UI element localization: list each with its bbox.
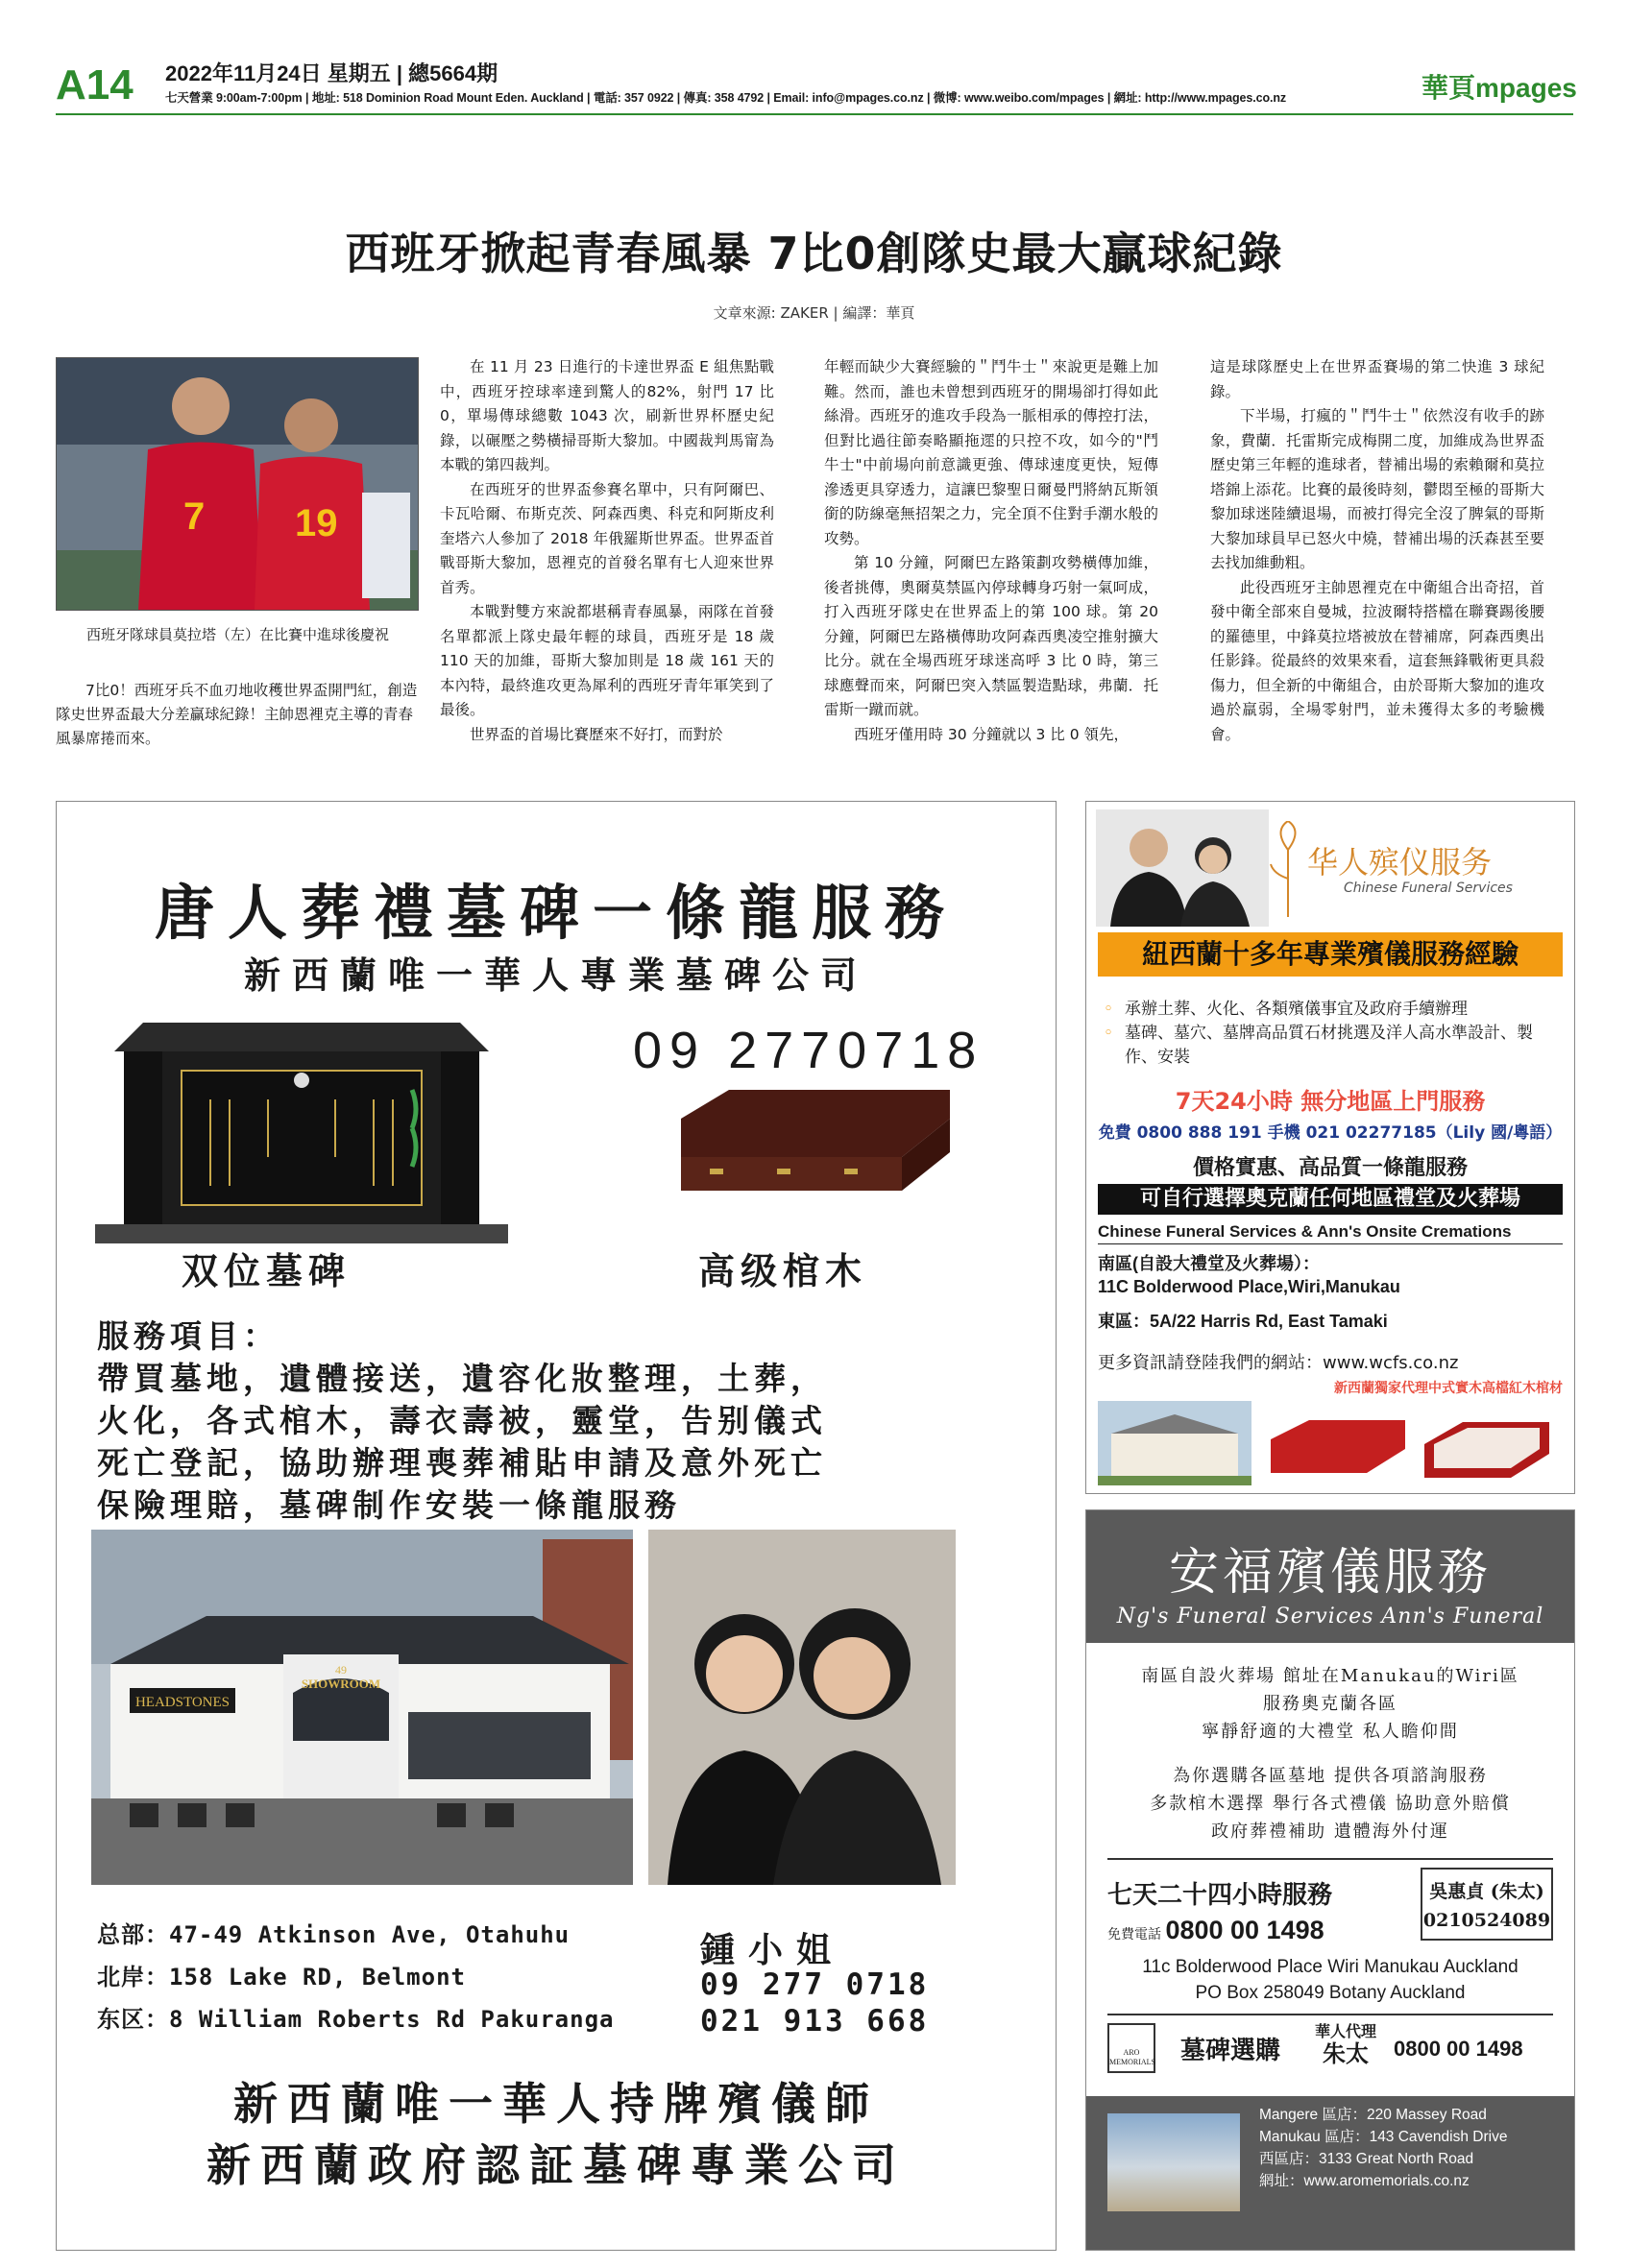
paragraph: 年輕而缺少大賽經驗的＂鬥牛士＂來說更是難上加難。然而，誰也未曾想到西班牙的開場卻打得如此絲滑。西班牙的進攻手段為一脈相承的傳控打法，但對比過往節奏略顯拖遝的只控不攻，如今的"鬥牛士"中前場向前意識更強、傳球速度更快，短傳滲透更具穿透力，這讓巴黎聖日爾曼門將納瓦斯領銜的防線毫無招架之力，完全頂不住對手潮水般的攻勢。 bbox=[824, 358, 1158, 547]
ad-phone: 09 2770718 bbox=[633, 1022, 984, 1079]
coffin-caption: 高级棺木 bbox=[698, 1249, 868, 1292]
afs-agent-name: 朱太 bbox=[1323, 2039, 1369, 2067]
afs-line: 服務奧克蘭各區 bbox=[1263, 1694, 1397, 1714]
divider bbox=[1107, 2014, 1553, 2015]
afs-contact-box bbox=[1421, 1868, 1553, 1941]
afs-address-2: PO Box 258049 Botany Auckland bbox=[1195, 1983, 1466, 2003]
afs-free-call bbox=[1107, 1916, 1324, 1945]
ad-title: 唐人葬禮墓碑一條龍服務 bbox=[154, 878, 958, 948]
paragraph: 此役西班牙主帥恩裡克在中衛組合出奇招，首發中衛全部來自曼城，拉波爾特搭檔在聯賽踢後腰的羅德里，中鋒莫拉塔被放在替補席，阿森西奧出任影鋒。從最終的效果來看，這套無鋒戰術更具殺傷力，但全新的中衛組合，由於哥斯大黎加的進攻過於羸弱，全場零射門，並未獲得太多的考驗機會。 bbox=[1210, 578, 1544, 743]
address-north: 北岸：158 Lake RD, Belmont bbox=[97, 1964, 466, 1991]
chinese-funeral-services-ad bbox=[1085, 801, 1575, 1494]
jersey-number-7: 7 bbox=[183, 495, 206, 538]
issue-date: 2022年11月24日 星期五 | 總5664期 bbox=[165, 61, 498, 85]
paragraph: 世界盃的首場比賽歷來不好打，而對於 bbox=[470, 725, 723, 743]
showroom-photo bbox=[91, 1530, 633, 1885]
afs-contact-name: 吳惠貞 (朱太) bbox=[1429, 1881, 1544, 1902]
contact-info: 七天營業 9:00am-7:00pm | 地址: 518 Dominion Road Mount Eden. Auckland | 電話: 357 0922 | 傳真: 358 4792 | Email: info@mpages.co.nz | 微博: www.weibo.com/mpages | 網址: http://www.mpages.co.nz bbox=[165, 91, 1287, 105]
afs-free-phone: 0800 00 1498 bbox=[1165, 1916, 1324, 1944]
bullet-icon: ◦ bbox=[1104, 1000, 1114, 1019]
cfs-south-label: 南區(自設大禮堂及火葬場）： bbox=[1098, 1254, 1320, 1273]
afs-headstone: 墓碑選購 bbox=[1180, 2037, 1281, 2065]
cfs-south-address: 11C Bolderwood Place,Wiri,Manukau bbox=[1098, 1277, 1400, 1296]
tang-funeral-ad bbox=[56, 801, 1057, 2251]
paragraph: 本戰對雙方來說都堪稱青春風暴，兩隊在首發名單都派上隊史最年輕的球員，西班牙是 18 歲 110 天的加維，哥斯大黎加則是 18 歲 161 天的本內特，最終進攻更為犀利的西班牙青年軍笑到了最後。 bbox=[440, 603, 774, 718]
cfs-name: 华人殡仪服务 bbox=[1307, 844, 1493, 881]
sign-headstones: HEADSTONES bbox=[134, 1695, 231, 1710]
jersey-number-19: 19 bbox=[295, 502, 338, 544]
double-headstone-image bbox=[95, 1023, 508, 1243]
divider bbox=[1098, 1243, 1563, 1244]
cfs-phone: 免費 0800 888 191 手機 021 02277185（Lily 國/粵語） bbox=[1098, 1123, 1563, 1143]
afs-line: 寧靜舒適的大禮堂 私人瞻仰間 bbox=[1202, 1722, 1459, 1742]
afs-line: 南區自設火葬場 館址在Manukau的Wiri區 bbox=[1141, 1666, 1519, 1686]
logo-en: mpages bbox=[1475, 73, 1577, 103]
ad-subtitle: 新西蘭唯一華人專業墓碑公司 bbox=[243, 953, 868, 997]
afs-agent-label: 華人代理 bbox=[1315, 2022, 1377, 2040]
contact-phone-2: 021 913 668 bbox=[700, 2004, 930, 2039]
branch-line: 網址：www.aromemorials.co.nz bbox=[1259, 2173, 1470, 2189]
afs-contact-phone: 0210524089 bbox=[1422, 1910, 1551, 1931]
article-column-1 bbox=[440, 355, 774, 747]
sign-number: 49 bbox=[335, 1663, 347, 1677]
aro-memorials-logo: ARO MEMORIALS bbox=[1107, 2023, 1155, 2073]
afs-subtitle: Ng's Funeral Services Ann's Funeral bbox=[1116, 1604, 1544, 1629]
article-column-2 bbox=[824, 355, 1158, 747]
service-line: 保險理賠，墓碑制作安裝一條龍服務 bbox=[97, 1486, 681, 1524]
service-line: 死亡登記，協助辦理喪葬補貼申請及意外死亡 bbox=[97, 1444, 827, 1482]
list-item bbox=[1104, 1022, 1565, 1070]
branch-line: 西區店：3133 Great North Road bbox=[1259, 2151, 1474, 2167]
afs-branches bbox=[1259, 2104, 1507, 2192]
coffin-image bbox=[671, 1080, 960, 1195]
article-photo bbox=[56, 357, 419, 611]
contact-name: 鍾小姐 bbox=[700, 1930, 845, 1970]
branch-line: Manukau 區店：143 Cavendish Drive bbox=[1259, 2129, 1508, 2145]
article-column-3 bbox=[1210, 355, 1544, 747]
afs-free-label: 免費電話 bbox=[1107, 1927, 1161, 1942]
cfs-website: 更多資訊請登陸我們的網站：www.wcfs.co.nz bbox=[1098, 1353, 1459, 1373]
paragraph: 這是球隊歷史上在世界盃賽場的第二快進 3 球紀錄。 bbox=[1210, 358, 1544, 400]
paragraph: 西班牙僅用時 30 分鐘就以 3 比 0 領先， bbox=[854, 725, 1130, 743]
cfs-red-note: 新西蘭獨家代理中式實木高檔紅木棺材 bbox=[1334, 1381, 1563, 1396]
divider bbox=[1107, 1858, 1553, 1860]
article-headline: 西班牙掀起青春風暴 7比0創隊史最大贏球紀錄 bbox=[345, 228, 1283, 279]
page-number: A14 bbox=[56, 61, 134, 109]
football-players-image bbox=[57, 358, 418, 610]
article-lead: 7比0！西班牙兵不血刃地收穫世界盃開門紅，創造隊史世界盃最大分差贏球紀錄！主帥恩裡克主導的青春風暴席捲而來。 bbox=[56, 682, 418, 747]
cfs-east-address: 東區：5A/22 Harris Rd, East Tamaki bbox=[1098, 1312, 1388, 1331]
cfs-product-images bbox=[1098, 1401, 1563, 1485]
afs-agent bbox=[1315, 2021, 1376, 2065]
bullet-icon: ◦ bbox=[1104, 1024, 1114, 1043]
paragraph: 下半場，打瘋的＂鬥牛士＂依然沒有收手的跡象，費蘭．托雷斯完成梅開二度，加維成為世界盃歷史第三年輕的進球者，替補出場的索賴爾和莫拉塔錦上添花。比賽的最後時刻，鬱悶至極的哥斯大黎加球迷陸續退場，而被打得完全沒了脾氣的哥斯大黎加球員早已怒火中燒，替補出場的沃森甚至要去找加維動粗。 bbox=[1210, 407, 1544, 571]
cfs-service-list bbox=[1104, 998, 1565, 1070]
photo-caption: 西班牙隊球員莫拉塔（左）在比賽中進球後慶祝 bbox=[86, 626, 390, 643]
logo-cn: 華頁 bbox=[1421, 73, 1476, 103]
afs-title: 安福殯儀服務 bbox=[1168, 1544, 1492, 1602]
lily-flower-icon bbox=[1269, 821, 1307, 917]
aro-building-image bbox=[1107, 2113, 1240, 2211]
cfs-english-name: Chinese Funeral Services & Ann's Onsite Cremations bbox=[1098, 1222, 1512, 1241]
paragraph: 在西班牙的世界盃參賽名單中，只有阿爾巴、卡瓦哈爾、布斯克茨、阿森西奧、科克和阿斯皮利奎塔六人參加了 2018 年俄羅斯世界盃。世界盃首戰哥斯大黎加，恩裡克的首發名單有七人迎來世界首秀。 bbox=[440, 480, 774, 596]
cfs-name-en: Chinese Funeral Services bbox=[1344, 881, 1513, 896]
header-rule bbox=[56, 113, 1573, 115]
article-source: 文章來源: ZAKER | 編譯：華頁 bbox=[713, 304, 915, 322]
staff-portrait bbox=[1096, 809, 1269, 927]
headstone-caption: 双位墓碑 bbox=[182, 1249, 352, 1292]
cfs-choose-bar: 可自行選擇奧克蘭任何地區禮堂及火葬場 bbox=[1098, 1184, 1563, 1215]
list-item bbox=[1104, 998, 1565, 1022]
anfu-funeral-ad bbox=[1085, 1509, 1575, 2251]
afs-agent-phone: 0800 00 1498 bbox=[1394, 2037, 1523, 2061]
sign-showroom: SHOWROOM bbox=[301, 1677, 381, 1691]
address-east: 东区：8 William Roberts Rd Pakuranga bbox=[97, 2006, 615, 2033]
ad-slogan-2: 新西蘭政府認証墓碑專業公司 bbox=[207, 2139, 906, 2191]
afs-line: 多款棺木選擇 舉行各式禮儀 協助意外賠償 bbox=[1150, 1794, 1511, 1814]
paragraph: 在 11 月 23 日進行的卡達世界盃 E 組焦點戰中，西班牙控球率達到驚人的82%，射門 17 比 0，單場傳球總數 1043 次，刷新世界杯歷史紀錄，以碾壓之勢橫掃哥斯大黎加。中國裁判馬甯為本戰的第四裁判。 bbox=[440, 358, 774, 473]
item-text: 墓碑、墓穴、墓牌高品質石材挑選及洋人高水準設計、製作、安裝 bbox=[1125, 1024, 1533, 1067]
cfs-banner: 紐西蘭十多年專業殯儀服務經驗 bbox=[1098, 932, 1563, 977]
afs-247: 七天二十四小時服務 bbox=[1107, 1881, 1333, 1910]
paragraph: 第 10 分鐘，阿爾巴左路策劃攻勢橫傳加維，後者挑傳，奧爾莫禁區內停球轉身巧射一氣呵成，打入西班牙隊史在世界盃上的第 100 球。第 20 分鐘，阿爾巴左路橫傳助攻阿森西奧凌空推射擴大比分。就在全場西班牙球迷高呼 3 比 0 時，第三球應聲而來，阿爾巴突入禁區製造點球，弗蘭．托雷斯一蹴而就。 bbox=[824, 554, 1158, 718]
staff-photo bbox=[648, 1530, 956, 1885]
address-hq: 总部：47-49 Atkinson Ave, Otahuhu bbox=[97, 1921, 571, 1948]
afs-line: 政府葬禮補助 遺體海外付運 bbox=[1211, 1822, 1449, 1842]
item-text: 承辦土葬、火化、各類殯儀事宜及政府手續辦理 bbox=[1125, 1000, 1468, 1019]
service-line: 火化，各式棺木，壽衣壽被，靈堂，告别儀式 bbox=[97, 1402, 827, 1439]
service-list bbox=[97, 1315, 1019, 1527]
branch-line: Mangere 區店：220 Massey Road bbox=[1259, 2107, 1487, 2123]
cfs-price-line: 價格實惠、高品質一條龍服務 bbox=[1192, 1156, 1468, 1180]
cfs-247: 7天24小時 無分地區上門服務 bbox=[1175, 1088, 1486, 1115]
ad-slogan-1: 新西蘭唯一華人持牌殯儀師 bbox=[233, 2078, 879, 2130]
afs-line: 為你選購各區墓地 提供各項諮詢服務 bbox=[1173, 1766, 1488, 1786]
contact-phone-1: 09 277 0718 bbox=[700, 1967, 930, 2002]
service-line: 帶買墓地，遺體接送，遺容化妝整理，土葬， bbox=[97, 1360, 827, 1397]
afs-address-1: 11c Bolderwood Place Wiri Manukau Auckland bbox=[1142, 1957, 1519, 1977]
mpages-logo bbox=[1421, 67, 1577, 106]
service-heading: 服務項目： bbox=[97, 1317, 279, 1355]
